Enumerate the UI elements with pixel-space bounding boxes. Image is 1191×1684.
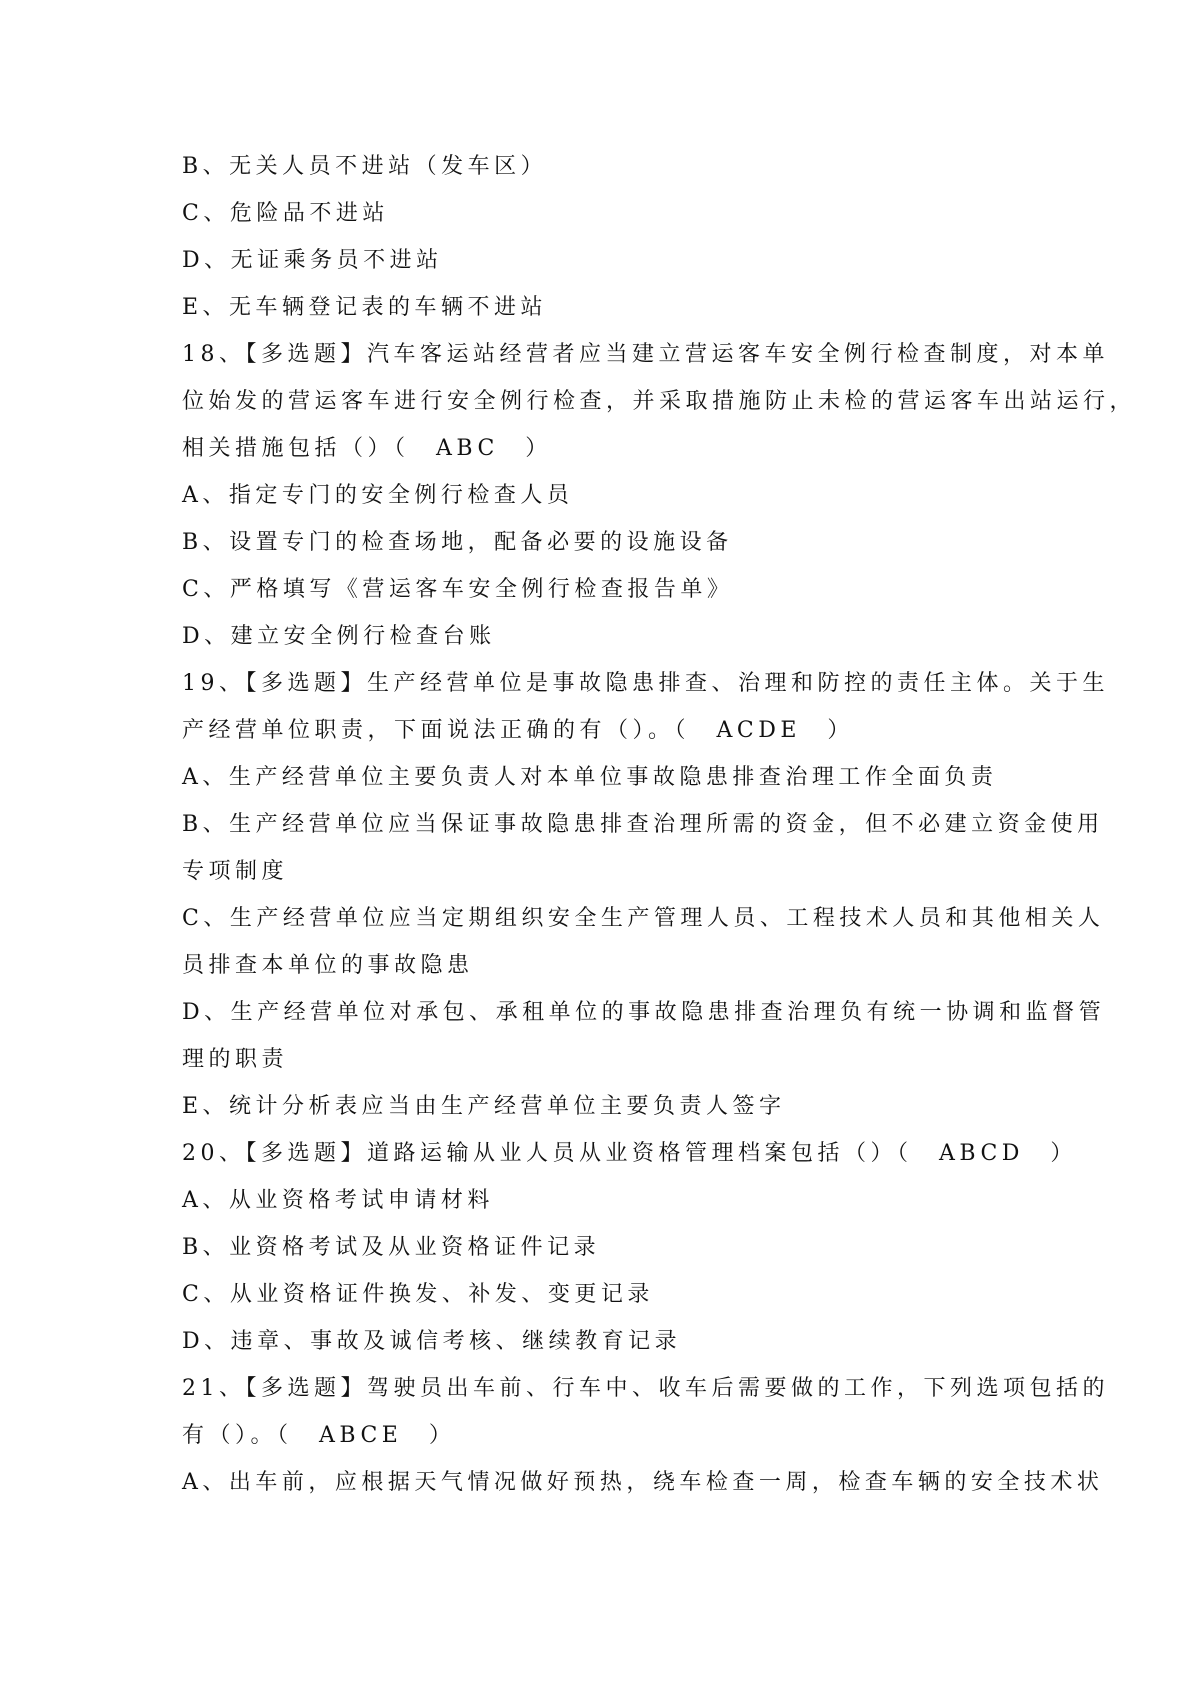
question-18-answer-line: 相关措施包括（）（ ABC ） bbox=[182, 436, 552, 461]
question-19-line: 19、【多选题】生产经营单位是事故隐患排查、治理和防控的责任主体。关于生 bbox=[182, 671, 1109, 696]
question-18-line: 位始发的营运客车进行安全例行检查，并采取措施防止未检的营运客车出站运行， bbox=[182, 389, 1137, 414]
option-line: C、从业资格证件换发、补发、变更记录 bbox=[182, 1282, 654, 1307]
question-19-answer-line: 产经营单位职责，下面说法正确的有（）。（ ACDE ） bbox=[182, 718, 854, 743]
question-21-line: 21、【多选题】驾驶员出车前、行车中、收车后需要做的工作，下列选项包括的 bbox=[182, 1376, 1109, 1401]
option-line: A、出车前，应根据天气情况做好预热，绕车检查一周，检查车辆的安全技术状 bbox=[182, 1470, 1104, 1495]
option-line: C、危险品不进站 bbox=[182, 201, 389, 226]
question-20-answer-line: 20、【多选题】道路运输从业人员从业资格管理档案包括（）（ ABCD ） bbox=[182, 1141, 1077, 1166]
option-line: B、无关人员不进站（发车区） bbox=[182, 154, 548, 179]
option-line: A、指定专门的安全例行检查人员 bbox=[182, 483, 574, 508]
option-line: C、生产经营单位应当定期组织安全生产管理人员、工程技术人员和其他相关人 bbox=[182, 906, 1105, 931]
option-line: A、从业资格考试申请材料 bbox=[182, 1188, 494, 1213]
option-line: D、建立安全例行检查台账 bbox=[182, 624, 496, 649]
option-line: A、生产经营单位主要负责人对本单位事故隐患排查治理工作全面负责 bbox=[182, 765, 998, 790]
option-line: E、无车辆登记表的车辆不进站 bbox=[182, 295, 548, 320]
option-line: 专项制度 bbox=[182, 859, 289, 884]
option-line: D、生产经营单位对承包、承租单位的事故隐患排查治理负有统一协调和监督管 bbox=[182, 1000, 1106, 1025]
option-line: 员排查本单位的事故隐患 bbox=[182, 953, 474, 978]
option-line: B、生产经营单位应当保证事故隐患排查治理所需的资金，但不必建立资金使用 bbox=[182, 812, 1104, 837]
question-21-answer-line: 有（）。（ ABCE ） bbox=[182, 1423, 456, 1448]
question-18-line: 18、【多选题】汽车客运站经营者应当建立营运客车安全例行检查制度，对本单 bbox=[182, 342, 1109, 367]
option-line: B、业资格考试及从业资格证件记录 bbox=[182, 1235, 601, 1260]
option-line: B、设置专门的检查场地，配备必要的设施设备 bbox=[182, 530, 733, 555]
option-line: E、统计分析表应当由生产经营单位主要负责人签字 bbox=[182, 1094, 786, 1119]
document-body bbox=[182, 143, 1137, 1506]
option-line: D、无证乘务员不进站 bbox=[182, 248, 443, 273]
option-line: C、严格填写《营运客车安全例行检查报告单》 bbox=[182, 577, 734, 602]
option-line: D、违章、事故及诚信考核、继续教育记录 bbox=[182, 1329, 682, 1354]
option-line: 理的职责 bbox=[182, 1047, 289, 1072]
